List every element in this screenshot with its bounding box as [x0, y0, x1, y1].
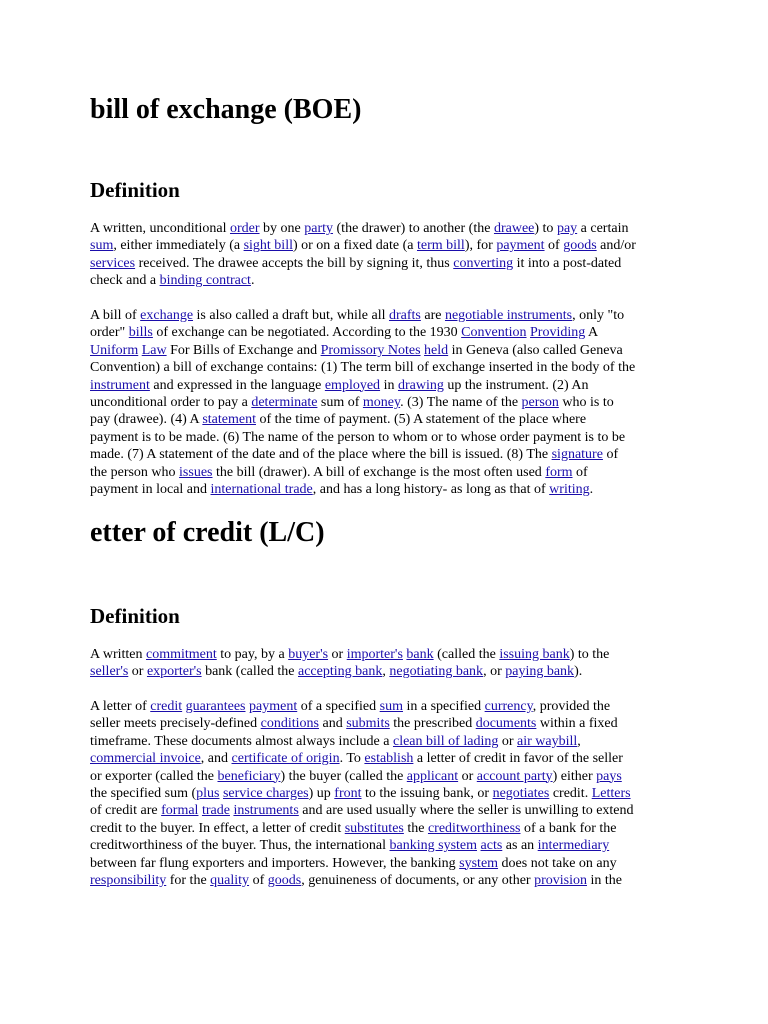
- link-exchange[interactable]: exchange: [140, 308, 194, 323]
- link-air-waybill[interactable]: air waybill: [517, 733, 578, 749]
- link-creditworthiness[interactable]: creditworthiness: [427, 820, 521, 836]
- text-segment: unconditional order to pay a: [90, 394, 252, 410]
- text-segment: order": [90, 325, 129, 341]
- text-segment: , genuineness of documents, or any other: [301, 872, 535, 888]
- link-drawing[interactable]: drawing: [397, 377, 444, 393]
- link-seller-s[interactable]: seller's: [90, 664, 129, 680]
- link-submits[interactable]: submits: [346, 716, 390, 732]
- text-segment: in Geneva (also called Geneva: [448, 342, 623, 358]
- link-substitutes[interactable]: substitutes: [344, 820, 404, 836]
- text-line: [90, 255, 690, 272]
- text-segment: are: [420, 308, 445, 323]
- link-accepting-bank[interactable]: accepting bank: [298, 664, 383, 680]
- link-goods[interactable]: goods: [267, 872, 302, 888]
- text-line: [90, 646, 690, 663]
- link-providing[interactable]: Providing: [530, 325, 586, 341]
- text-line: [90, 220, 690, 237]
- text-segment: a letter of credit in favor of the seller: [413, 751, 623, 767]
- text-segment: creditworthiness of the buyer. Thus, the international: [90, 838, 390, 854]
- link-plus[interactable]: plus: [196, 785, 220, 801]
- text-segment: pay (drawee). (4) A: [90, 412, 203, 428]
- text-segment: ,: [382, 664, 390, 680]
- text-segment: up the instrument. (2) An: [443, 377, 589, 393]
- text-line: [90, 411, 690, 428]
- text-segment: the specified sum (: [90, 785, 197, 801]
- link-credit[interactable]: credit: [150, 699, 183, 714]
- link-letters[interactable]: Letters: [591, 785, 631, 801]
- link-intermediary[interactable]: intermediary: [537, 838, 610, 854]
- link-sum[interactable]: sum: [379, 699, 403, 714]
- text-segment: or exporter (called the: [90, 768, 218, 784]
- text-segment: is also called a draft but, while all: [193, 308, 389, 323]
- text-segment: , and: [200, 751, 232, 767]
- text-line: [90, 359, 690, 376]
- section-title-lc: etter of credit (L/C): [90, 517, 325, 548]
- text-segment: (the drawer) to another (the: [333, 221, 494, 236]
- text-segment: who is to: [558, 394, 614, 410]
- link-applicant[interactable]: applicant: [406, 768, 459, 784]
- text-segment: , or: [483, 664, 506, 680]
- link-party[interactable]: party: [304, 221, 334, 236]
- paragraph-boe-2: [90, 307, 690, 498]
- link-binding-contract[interactable]: binding contract: [159, 273, 251, 289]
- link-buyer-s[interactable]: buyer's: [288, 647, 329, 662]
- link-currency[interactable]: currency: [484, 699, 533, 714]
- text-segment: of exchange can be negotiated. According to the 1930: [152, 325, 462, 341]
- section-title-boe: bill of exchange (BOE): [90, 94, 362, 125]
- text-segment: for the: [166, 872, 211, 888]
- link-drafts[interactable]: drafts: [388, 308, 421, 323]
- text-line: [90, 307, 690, 324]
- text-segment: A written: [90, 647, 146, 662]
- text-segment: of credit are: [90, 803, 162, 819]
- text-segment: by one: [259, 221, 305, 236]
- text-segment: of: [249, 872, 268, 888]
- subheading-definition-boe: Definition: [90, 178, 180, 202]
- text-segment: check and a: [90, 273, 160, 289]
- link-goods[interactable]: goods: [563, 238, 597, 254]
- text-line: [90, 698, 690, 715]
- link-money[interactable]: money: [362, 394, 401, 410]
- text-segment: payment in local and: [90, 481, 211, 497]
- link-front[interactable]: front: [334, 785, 362, 801]
- text-line: [90, 820, 690, 837]
- text-segment: of a specified: [297, 699, 380, 714]
- text-line: [90, 481, 690, 498]
- text-segment: the person who: [90, 464, 180, 480]
- text-segment: it into a post-dated: [513, 255, 622, 271]
- link-payment[interactable]: payment: [249, 699, 298, 714]
- text-segment: .: [250, 273, 255, 289]
- link-establish[interactable]: establish: [364, 751, 414, 767]
- link-responsibility[interactable]: responsibility: [90, 872, 167, 888]
- link-law[interactable]: Law: [141, 342, 167, 358]
- link-term-bill[interactable]: term bill: [416, 238, 465, 254]
- text-segment: ).: [574, 664, 583, 680]
- text-segment: payment is to be made. (6) The name of the person to whom or to whose order payment is to be: [90, 429, 626, 445]
- link-convention[interactable]: Convention: [461, 325, 527, 341]
- text-segment: received. The drawee accepts the bill by signing it, thus: [135, 255, 454, 271]
- link-sum[interactable]: sum: [90, 238, 114, 254]
- text-line: [90, 446, 690, 463]
- text-segment: or: [128, 664, 147, 680]
- text-segment: between far flung exporters and importers. However, the banking: [90, 855, 460, 871]
- text-segment: and are used usually where the seller is unwilling to extend: [298, 803, 634, 819]
- text-segment: ) or on a fixed date (a: [292, 238, 417, 254]
- text-segment: made. (7) A statement of the date and of the place where the bill is issued. (8) The: [90, 447, 552, 463]
- link-formal[interactable]: formal: [161, 803, 199, 819]
- text-segment: .: [589, 481, 594, 497]
- text-segment: ,: [577, 733, 581, 749]
- link-commitment[interactable]: commitment: [146, 647, 217, 662]
- link-drawee[interactable]: drawee: [493, 221, 535, 236]
- text-segment: (called the: [433, 647, 500, 662]
- text-segment: and: [319, 716, 347, 732]
- link-uniform[interactable]: Uniform: [90, 342, 139, 358]
- text-segment: , provided the: [532, 699, 611, 714]
- text-line: [90, 663, 690, 680]
- text-segment: , only "to: [572, 308, 625, 323]
- link-promissory-notes[interactable]: Promissory Notes: [320, 342, 421, 358]
- link-conditions[interactable]: conditions: [260, 716, 319, 732]
- text-line: [90, 394, 690, 411]
- text-segment: the: [403, 820, 428, 836]
- link-quality[interactable]: quality: [210, 872, 250, 888]
- link-importer-s[interactable]: importer's: [346, 647, 403, 662]
- link-pays[interactable]: pays: [596, 768, 622, 784]
- text-segment: , and has a long history- as long as that of: [312, 481, 550, 497]
- text-segment: to pay, by a: [216, 647, 289, 662]
- text-segment: ), for: [464, 238, 497, 254]
- text-segment: in: [380, 377, 398, 393]
- link-system[interactable]: system: [459, 855, 499, 871]
- text-segment: or: [458, 768, 477, 784]
- text-line: [90, 272, 690, 289]
- text-line: [90, 855, 690, 872]
- text-segment: within a fixed: [536, 716, 618, 732]
- text-segment: A: [585, 325, 599, 341]
- text-segment: seller meets precisely-defined: [90, 716, 261, 732]
- text-segment: does not take on any: [498, 855, 617, 871]
- text-segment: credit.: [549, 785, 592, 801]
- link-guarantees[interactable]: guarantees: [185, 699, 246, 714]
- text-segment: Convention) a bill of exchange contains: (1) The term bill of exchange inserted in the body of the: [90, 360, 636, 376]
- subheading-definition-lc: Definition: [90, 604, 180, 628]
- text-segment: ) either: [552, 768, 597, 784]
- text-segment: or: [328, 647, 347, 662]
- text-line: [90, 733, 690, 750]
- link-pay[interactable]: pay: [556, 221, 578, 236]
- text-line: [90, 342, 690, 359]
- link-commercial-invoice[interactable]: commercial invoice: [90, 751, 201, 767]
- link-exporter-s[interactable]: exporter's: [146, 664, 202, 680]
- link-writing[interactable]: writing: [549, 481, 590, 497]
- text-segment: of the time of payment. (5) A statement of the place where: [256, 412, 587, 428]
- paragraph-boe-1: [90, 220, 690, 290]
- text-segment: A letter of: [90, 699, 151, 714]
- text-segment: ) up: [308, 785, 335, 801]
- link-negotiates[interactable]: negotiates: [492, 785, 550, 801]
- text-segment: to the issuing bank, or: [361, 785, 493, 801]
- text-segment: ) the buyer (called the: [280, 768, 407, 784]
- link-clean-bill-of-lading[interactable]: clean bill of lading: [392, 733, 499, 749]
- link-certificate-of-origin[interactable]: certificate of origin: [231, 751, 340, 767]
- link-person[interactable]: person: [521, 394, 559, 410]
- link-signature[interactable]: signature: [551, 447, 603, 463]
- link-statement[interactable]: statement: [202, 412, 256, 428]
- text-segment: ) to: [534, 221, 557, 236]
- text-segment: A bill of: [90, 308, 141, 323]
- text-segment: and expressed in the language: [149, 377, 325, 393]
- text-line: [90, 802, 690, 819]
- link-sight-bill[interactable]: sight bill: [243, 238, 293, 254]
- link-held[interactable]: held: [424, 342, 449, 358]
- text-segment: of: [602, 447, 619, 463]
- text-segment: or: [498, 733, 518, 749]
- text-segment: in a specified: [402, 699, 485, 714]
- link-instruments[interactable]: instruments: [233, 803, 299, 819]
- link-beneficiary[interactable]: beneficiary: [217, 768, 281, 784]
- link-instrument[interactable]: instrument: [90, 377, 150, 393]
- text-segment: of: [572, 464, 588, 480]
- link-issues[interactable]: issues: [179, 464, 213, 480]
- link-negotiable-instruments[interactable]: negotiable instruments: [444, 308, 573, 323]
- text-segment: of: [544, 238, 564, 254]
- text-segment: A written, unconditional: [90, 221, 230, 236]
- paragraph-lc-2: [90, 698, 690, 889]
- text-segment: bank (called the: [201, 664, 298, 680]
- link-account-party[interactable]: account party: [476, 768, 553, 784]
- link-determinate[interactable]: determinate: [251, 394, 318, 410]
- text-segment: timeframe. These documents almost always include a: [90, 733, 393, 749]
- text-segment: credit to the buyer. In effect, a letter of credit: [90, 820, 345, 836]
- link-form[interactable]: form: [545, 464, 573, 480]
- text-line: [90, 464, 690, 481]
- text-line: [90, 377, 690, 394]
- paragraph-lc-1: [90, 646, 690, 681]
- link-banking-system[interactable]: banking system: [389, 838, 478, 854]
- link-employed[interactable]: employed: [324, 377, 381, 393]
- link-services[interactable]: services: [90, 255, 136, 271]
- text-segment: of a bank for the: [520, 820, 617, 836]
- link-order[interactable]: order: [229, 221, 260, 236]
- link-bank[interactable]: bank: [406, 647, 434, 662]
- text-line: [90, 715, 690, 732]
- text-line: [90, 429, 690, 446]
- link-acts[interactable]: acts: [480, 838, 503, 854]
- text-segment: , either immediately (a: [113, 238, 244, 254]
- link-paying-bank[interactable]: paying bank: [505, 664, 575, 680]
- text-line: [90, 837, 690, 854]
- text-segment: . (3) The name of the: [400, 394, 522, 410]
- text-segment: a certain: [577, 221, 629, 236]
- link-issuing-bank[interactable]: issuing bank: [499, 647, 570, 662]
- text-segment: in the: [586, 872, 622, 888]
- text-segment: the prescribed: [389, 716, 476, 732]
- link-documents[interactable]: documents: [475, 716, 537, 732]
- text-line: [90, 750, 690, 767]
- text-segment: For Bills of Exchange and: [166, 342, 321, 358]
- link-bills[interactable]: bills: [128, 325, 153, 341]
- text-segment: . To: [339, 751, 365, 767]
- text-segment: the bill (drawer). A bill of exchange is the most often used: [212, 464, 546, 480]
- link-provision[interactable]: provision: [534, 872, 587, 888]
- text-line: [90, 785, 690, 802]
- text-segment: sum of: [317, 394, 363, 410]
- link-payment[interactable]: payment: [496, 238, 545, 254]
- link-international-trade[interactable]: international trade: [210, 481, 313, 497]
- text-line: [90, 237, 690, 254]
- link-converting[interactable]: converting: [453, 255, 514, 271]
- text-line: [90, 324, 690, 341]
- link-service-charges[interactable]: service charges: [222, 785, 309, 801]
- text-segment: ) to the: [569, 647, 610, 662]
- text-segment: and/or: [596, 238, 636, 254]
- text-line: [90, 872, 690, 889]
- link-trade[interactable]: trade: [201, 803, 230, 819]
- text-line: [90, 768, 690, 785]
- text-segment: as an: [502, 838, 538, 854]
- link-negotiating-bank[interactable]: negotiating bank: [389, 664, 484, 680]
